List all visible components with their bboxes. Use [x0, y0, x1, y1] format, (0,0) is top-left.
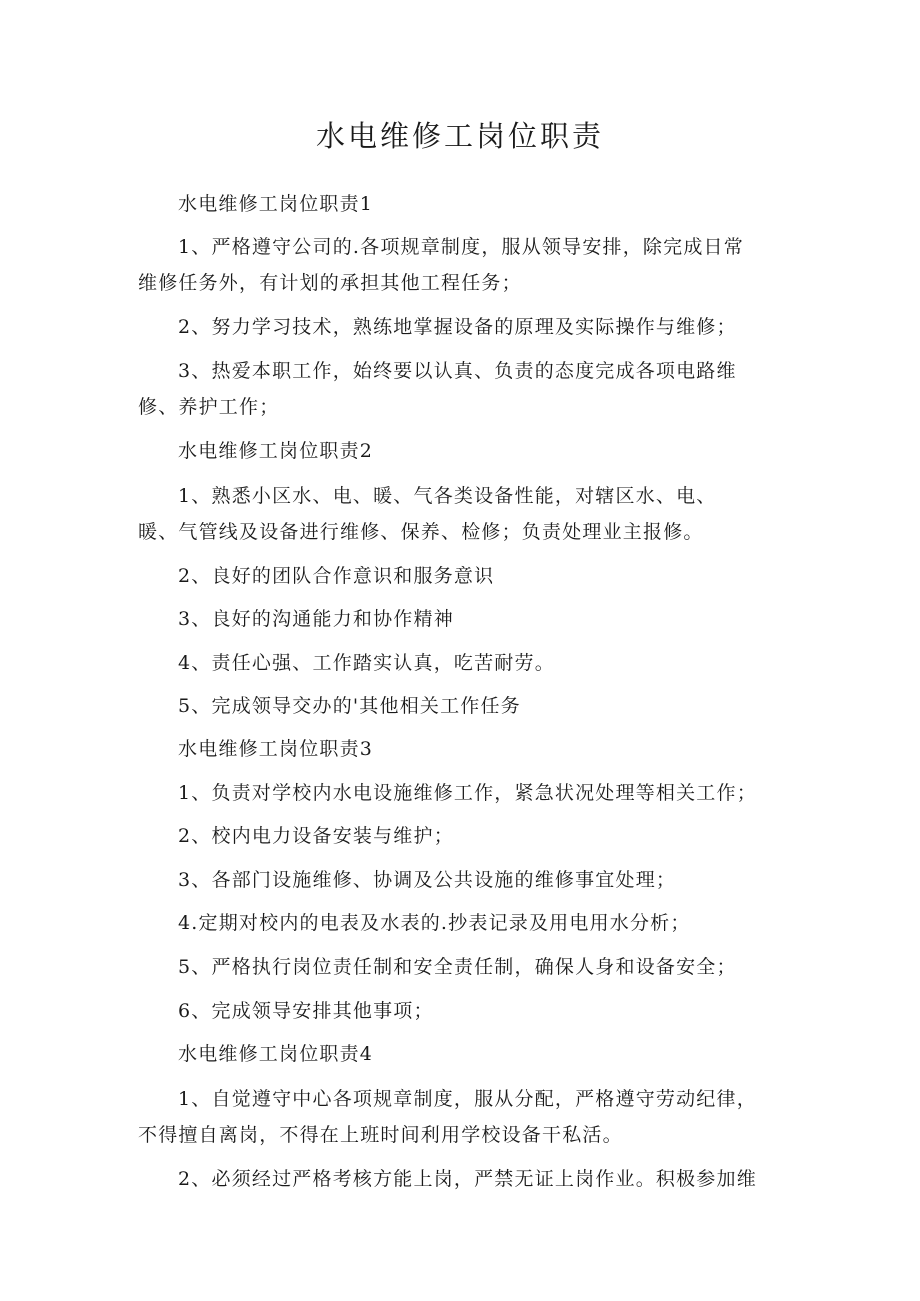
paragraph-line: 5、完成领导交办的'其他相关工作任务 — [178, 695, 521, 717]
paragraph-line: 2、努力学习技术，熟练地掌握设备的原理及实际操作与维修； — [178, 316, 737, 338]
paragraph-line: 维修任务外，有计划的承担其他工程任务； — [138, 272, 522, 294]
paragraph-line: 6、完成领导安排其他事项； — [178, 1000, 434, 1022]
paragraph-line: 1、熟悉小区水、电、暖、气各类设备性能，对辖区水、电、 — [178, 485, 717, 507]
section-heading: 水电维修工岗位职责1 — [178, 193, 374, 215]
section-heading: 水电维修工岗位职责4 — [178, 1043, 374, 1065]
paragraph-line: 2、校内电力设备安装与维护； — [178, 825, 454, 847]
paragraph-line: 1、严格遵守公司的.各项规章制度，服从领导安排，除完成日常 — [178, 236, 744, 258]
paragraph-line: 1、自觉遵守中心各项规章制度，服从分配，严格遵守劳动纪律， — [178, 1088, 757, 1110]
paragraph-line: 3、良好的沟通能力和协作精神 — [178, 608, 454, 630]
paragraph-line: 修、养护工作； — [138, 396, 280, 418]
paragraph-line: 暖、气管线及设备进行维修、保养、检修；负责处理业主报修。 — [138, 521, 704, 543]
paragraph-line: 5、严格执行岗位责任制和安全责任制，确保人身和设备安全； — [178, 956, 737, 978]
paragraph-line: 4.定期对校内的电表及水表的.抄表记录及用电用水分析； — [178, 912, 691, 934]
paragraph-line: 1、负责对学校内水电设施维修工作，紧急状况处理等相关工作； — [178, 782, 757, 804]
section-heading: 水电维修工岗位职责3 — [178, 738, 374, 760]
paragraph-line: 4、责任心强、工作踏实认真，吃苦耐劳。 — [178, 652, 555, 674]
paragraph-line: 2、必须经过严格考核方能上岗，严禁无证上岗作业。积极参加维 — [178, 1168, 757, 1190]
document-title: 水电维修工岗位职责 — [315, 119, 604, 153]
paragraph-line: 2、良好的团队合作意识和服务意识 — [178, 565, 495, 587]
paragraph-line: 不得擅自离岗，不得在上班时间利用学校设备干私活。 — [138, 1124, 623, 1146]
paragraph-line: 3、热爱本职工作，始终要以认真、负责的态度完成各项电路维 — [178, 360, 737, 382]
paragraph-line: 3、各部门设施维修、协调及公共设施的维修事宜处理； — [178, 869, 677, 891]
section-heading: 水电维修工岗位职责2 — [178, 440, 374, 462]
